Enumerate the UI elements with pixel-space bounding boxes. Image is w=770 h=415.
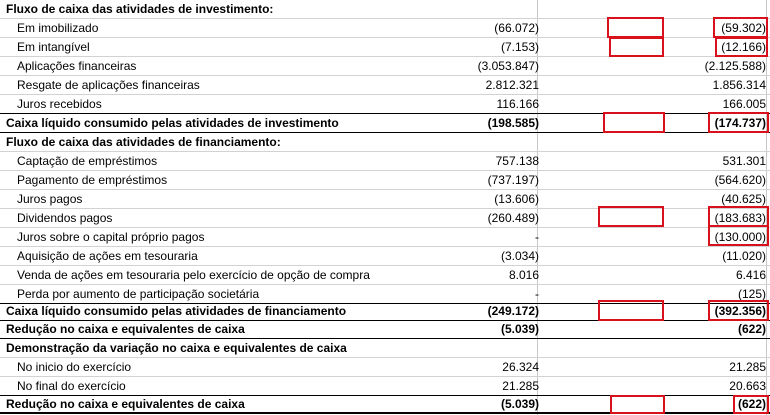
table-row — [0, 57, 770, 76]
section-header-financiamento — [0, 133, 770, 152]
highlight-box — [609, 37, 664, 57]
value-prior: 21.285 — [729, 360, 766, 374]
value-prior: 166.005 — [722, 97, 766, 111]
highlight-box — [708, 300, 769, 321]
value-current: 21.285 — [502, 379, 539, 393]
total-value-prior: (622) — [737, 397, 766, 411]
highlight-box — [708, 225, 769, 246]
value-current: 116.166 — [496, 97, 539, 111]
value-prior: (564.620) — [714, 173, 766, 187]
total-value-current: (5.039) — [500, 397, 539, 411]
row-label: Aplicações financeiras — [17, 59, 137, 73]
value-current: (66.072) — [494, 21, 539, 35]
row-label: Resgate de aplicações financeiras — [17, 78, 200, 92]
table-row — [0, 247, 770, 266]
value-prior: 6.416 — [735, 268, 766, 282]
row-label: No final do exercício — [17, 379, 126, 393]
value-current: 26.324 — [502, 360, 539, 374]
row-label: Juros pagos — [17, 192, 83, 206]
value-current: (13.606) — [494, 192, 539, 206]
total-row-reducao — [0, 320, 770, 339]
highlight-box — [603, 112, 665, 133]
section-header-label: Fluxo de caixa das atividades de investimento: — [6, 2, 274, 16]
value-prior: 531.301 — [722, 154, 766, 168]
value-prior: 1.856.314 — [712, 78, 766, 92]
total-value-prior: (392.356) — [714, 304, 766, 318]
value-prior: (40.625) — [721, 192, 766, 206]
total-value-current: (5.039) — [500, 322, 539, 336]
value-prior: (2.125.588) — [704, 59, 766, 73]
value-prior: (183.683) — [714, 211, 766, 225]
section-header-label: Demonstração da variação no caixa e equivalentes de caixa — [6, 341, 347, 355]
table-row — [0, 377, 770, 396]
total-label: Caixa líquido consumido pelas atividades de financiamento — [6, 304, 347, 318]
highlight-box — [715, 37, 768, 57]
total-value-current: (249.172) — [487, 304, 539, 318]
row-label: No inicio do exercício — [17, 360, 132, 374]
table-row — [0, 266, 770, 285]
highlight-box — [708, 206, 769, 227]
value-current: - — [535, 230, 539, 244]
row-label: Juros recebidos — [17, 97, 102, 111]
highlight-box — [607, 17, 664, 38]
section-header-label: Fluxo de caixa das atividades de financiamento: — [6, 135, 281, 149]
row-label: Aquisição de ações em tesouraria — [17, 249, 198, 263]
total-value-current: (198.585) — [487, 116, 539, 130]
value-current: (7.153) — [500, 40, 539, 54]
value-prior: (125) — [737, 287, 766, 301]
row-label: Pagamento de empréstimos — [17, 173, 168, 187]
total-value-prior: (622) — [737, 322, 766, 336]
row-label: Dividendos pagos — [17, 211, 113, 225]
total-label: Redução no caixa e equivalentes de caixa — [6, 397, 245, 411]
highlight-box — [598, 206, 664, 227]
value-current: (737.197) — [487, 173, 539, 187]
value-current: 757.138 — [495, 154, 539, 168]
row-label: Em imobilizado — [17, 21, 99, 35]
value-current: (260.489) — [487, 211, 539, 225]
value-prior: (12.166) — [721, 40, 766, 54]
value-prior: (130.000) — [714, 230, 766, 244]
table-row — [0, 358, 770, 377]
row-label: Juros sobre o capital próprio pagos — [17, 230, 205, 244]
value-current: (3.053.847) — [477, 59, 539, 73]
value-current: (3.034) — [500, 249, 539, 263]
value-prior: (11.020) — [722, 249, 766, 263]
highlight-box — [708, 112, 769, 133]
value-prior: (59.302) — [721, 21, 766, 35]
total-value-prior: (174.737) — [714, 116, 766, 130]
row-label: Venda de ações em tesouraria pelo exercício de opção de compra — [17, 268, 370, 282]
table-row — [0, 228, 770, 247]
total-label: Redução no caixa e equivalentes de caixa — [6, 322, 245, 336]
table-row — [0, 76, 770, 95]
value-current: 8.016 — [508, 268, 539, 282]
section-header-demonstracao — [0, 339, 770, 358]
total-label: Caixa líquido consumido pelas atividades de investimento — [6, 116, 339, 130]
value-current: - — [535, 287, 539, 301]
row-label: Em intangível — [17, 40, 90, 54]
table-row — [0, 171, 770, 190]
highlight-box — [598, 300, 664, 321]
value-prior: 20.663 — [729, 379, 766, 393]
highlight-box — [713, 17, 768, 38]
highlight-box — [610, 395, 665, 414]
row-label: Perda por aumento de participação societária — [17, 287, 260, 301]
value-current: 2.812.321 — [485, 78, 539, 92]
table-row — [0, 152, 770, 171]
highlight-box — [733, 395, 769, 414]
row-label: Captação de empréstimos — [17, 154, 158, 168]
